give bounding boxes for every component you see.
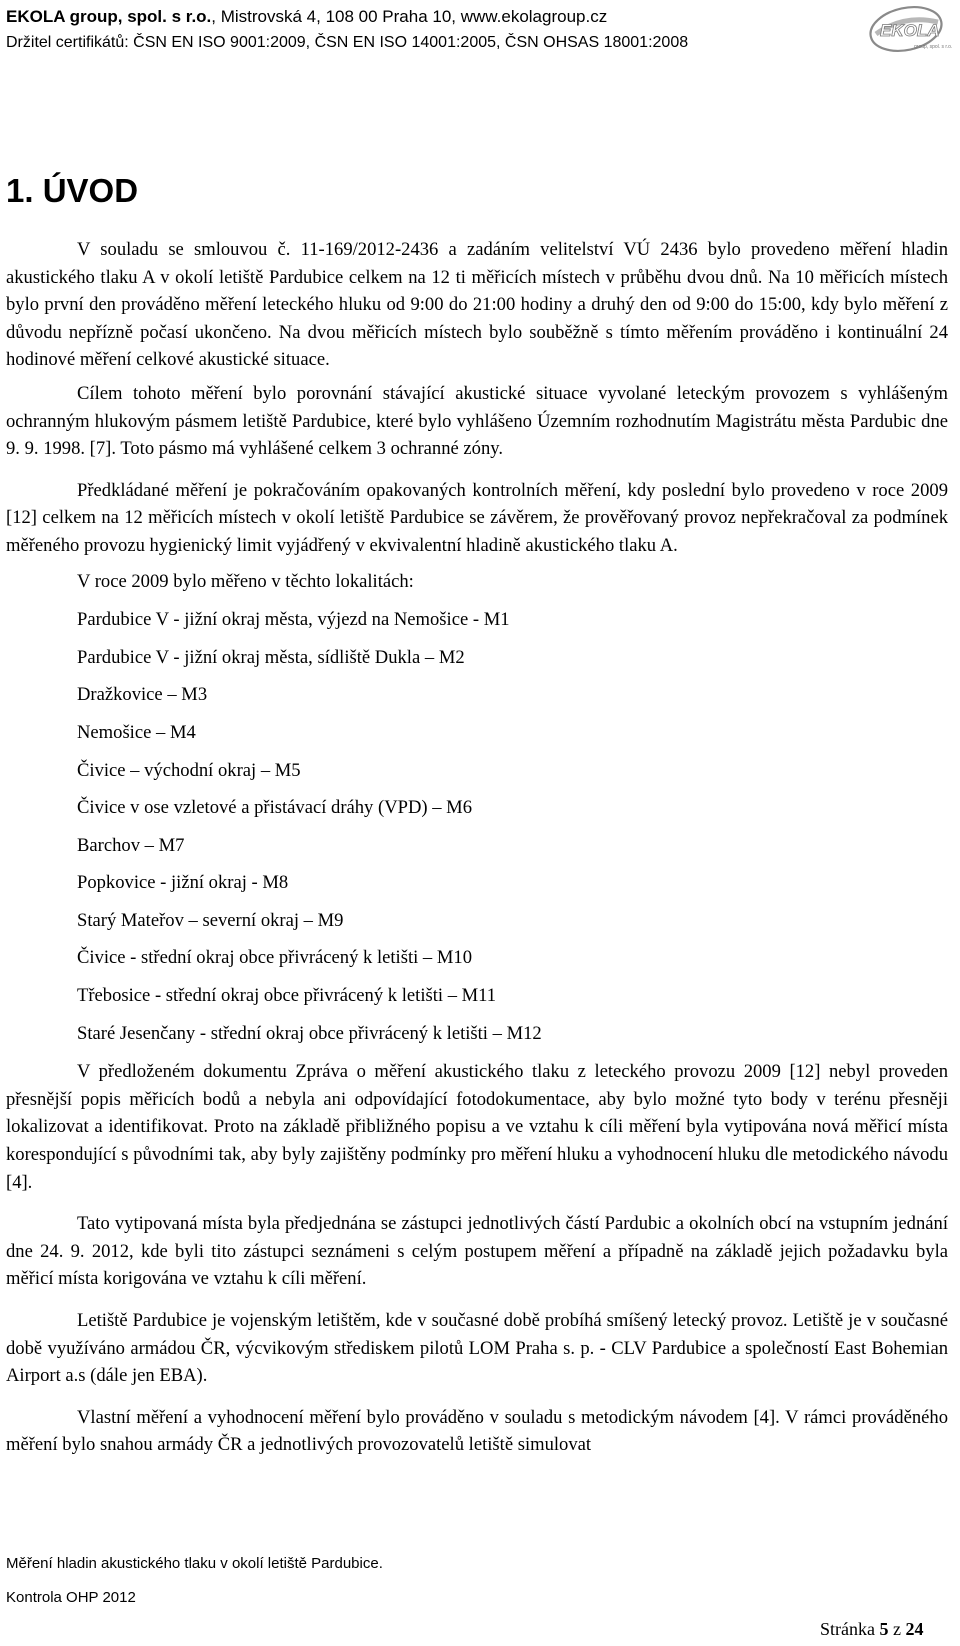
list-item: Starý Mateřov – severní okraj – M9: [77, 909, 344, 931]
company-name: EKOLA group, spol. s r.o.: [6, 7, 212, 26]
document-body: [6, 236, 948, 1459]
footer-title: Měření hladin akustického tlaku v okolí letiště Pardubice.: [6, 1555, 383, 1572]
list-item: Čivice v ose vzletové a přistávací dráhy (VPD) – M6: [77, 797, 473, 819]
paragraph-goal: Cílem tohoto měření bylo porovnání stávající akustické situace vyvolané leteckým provozem s vyhlášeným ochranným hlukovým pásmem letiště Pardubice, které bylo vyhlášeno Územním rozhodnutím Magistrátu města Pardubic dne 9. 9. 1998. [7]. Toto pásmo má vyhlášené celkem 3 ochranné zóny.: [6, 382, 948, 460]
logo-subtext: group, spol. s r.o.: [914, 44, 953, 50]
list-item: Staré Jesenčany - střední okraj obce přivrácený k letišti – M12: [77, 1022, 542, 1044]
locations-list: [6, 601, 948, 1052]
page-total: 24: [905, 1619, 924, 1639]
header-certificates: Držitel certifikátů: ČSN EN ISO 9001:2009, ČSN EN ISO 14001:2005, ČSN OHSAS 18001:2008: [6, 34, 689, 51]
list-item: Nemošice – M4: [77, 721, 196, 743]
ekola-logo: [866, 4, 953, 54]
paragraph-consultation: Tato vytipovaná místa byla předjednána se zástupci jednotlivých částí Pardubic a okolních obcí na vstupním jednání dne 24. 9. 2012, kde byli tito zástupci seznámeni s celým postupem měření a případně na základě jejich požadavku byla měřicí místa korigována ve vztahu k cíli měření.: [6, 1213, 948, 1290]
section-heading: 1. ÚVOD: [6, 172, 139, 209]
page-number: [820, 1619, 923, 1640]
list-item: Dražkovice – M3: [77, 684, 208, 706]
footer-subtitle: Kontrola OHP 2012: [6, 1589, 136, 1606]
logo-wordmark: EKOLA: [880, 21, 940, 40]
list-item: Barchov – M7: [77, 834, 185, 856]
page-current: 5: [879, 1619, 889, 1639]
list-item: Čivice – východní okraj – M5: [77, 759, 301, 781]
page-separator: z: [888, 1619, 906, 1639]
list-item: Pardubice V - jižní okraj města, výjezd na Nemošice - M1: [77, 609, 510, 631]
page-label: Stránka: [820, 1619, 880, 1639]
paragraph-previous-measurement: Předkládané měření je pokračováním opakovaných kontrolních měření, kdy poslední bylo provedeno v roce 2009 [12] celkem na 12 měřicích místech v okolí letiště Pardubice se závěrem, že prověřovaný provoz nepřekračoval za podmínek měřeného provozu hygienický limit vyjádřený v ekvivalentní hladině akustického tlaku A.: [6, 479, 948, 556]
paragraph-document-review: V předloženém dokumentu Zpráva o měření akustického tlaku z leteckého provozu 2009 [12] nebyl proveden přesnější popis měřicích bodů a nebyla ani odpovídající fotodokumentace, aby bylo možné tyto body v terénu přesněji lokalizovat a identifikovat. Proto na základě přibližného popisu a ve vztahu k cíli měření byla vytipována nová měřicí místa korespondující s původními tak, aby byly zajištěny podmínky pro měření hluku a vyhodnocení hluku dle metodického návodu [4].: [6, 1061, 948, 1193]
list-item: Pardubice V - jižní okraj města, sídliště Dukla – M2: [77, 646, 465, 668]
header-company-line: [6, 4, 896, 30]
paragraph-measurement: Vlastní měření a vyhodnocení měření bylo prováděno v souladu s metodickým návodem [4]. V rámci prováděného měření bylo snahou armády ČR a jednotlivých provozovatelů letiště simulovat: [6, 1406, 948, 1456]
paragraph-airport: Letiště Pardubice je vojenským letištěm, kde v současné době probíhá smíšený letecký provoz. Letiště je v současné době využíváno armádou ČR, výcvikovým střediskem pilotů LOM Praha s. p. - CLV Pardubice a společností East Bohemian Airport a.s (dále jen EBA).: [6, 1310, 948, 1387]
list-item: Popkovice - jižní okraj - M8: [77, 872, 289, 894]
locations-intro: V roce 2009 bylo měřeno v těchto lokalitách:: [77, 570, 414, 592]
page-header: [6, 4, 896, 56]
paragraph-intro: V souladu se smlouvou č. 11-169/2012-2436 a zadáním velitelství VÚ 2436 bylo provedeno měření hladin akustického tlaku A v okolí letiště Pardubice celkem na 12 ti měřicích místech v průběhu dvou dnů. Na 10 měřicích místech bylo první den prováděno měření leteckého hluku od 9:00 do 21:00 hodiny a druhý den od 9:00 do 15:00, kdy bylo měření z důvodu nepřízně počasí ukončeno. Na dvou měřicích místech bylo souběžně s tímto měřením prováděno i kontinuální 24 hodinové měření celkové akustické situace.: [6, 239, 948, 371]
list-item: Třebosice - střední okraj obce přivrácený k letišti – M11: [77, 985, 497, 1007]
company-address: , Mistrovská 4, 108 00 Praha 10, www.ekolagroup.cz: [211, 7, 608, 26]
list-item: Čivice - střední okraj obce přivrácený k letišti – M10: [77, 947, 473, 969]
page-footer: [6, 1547, 383, 1615]
